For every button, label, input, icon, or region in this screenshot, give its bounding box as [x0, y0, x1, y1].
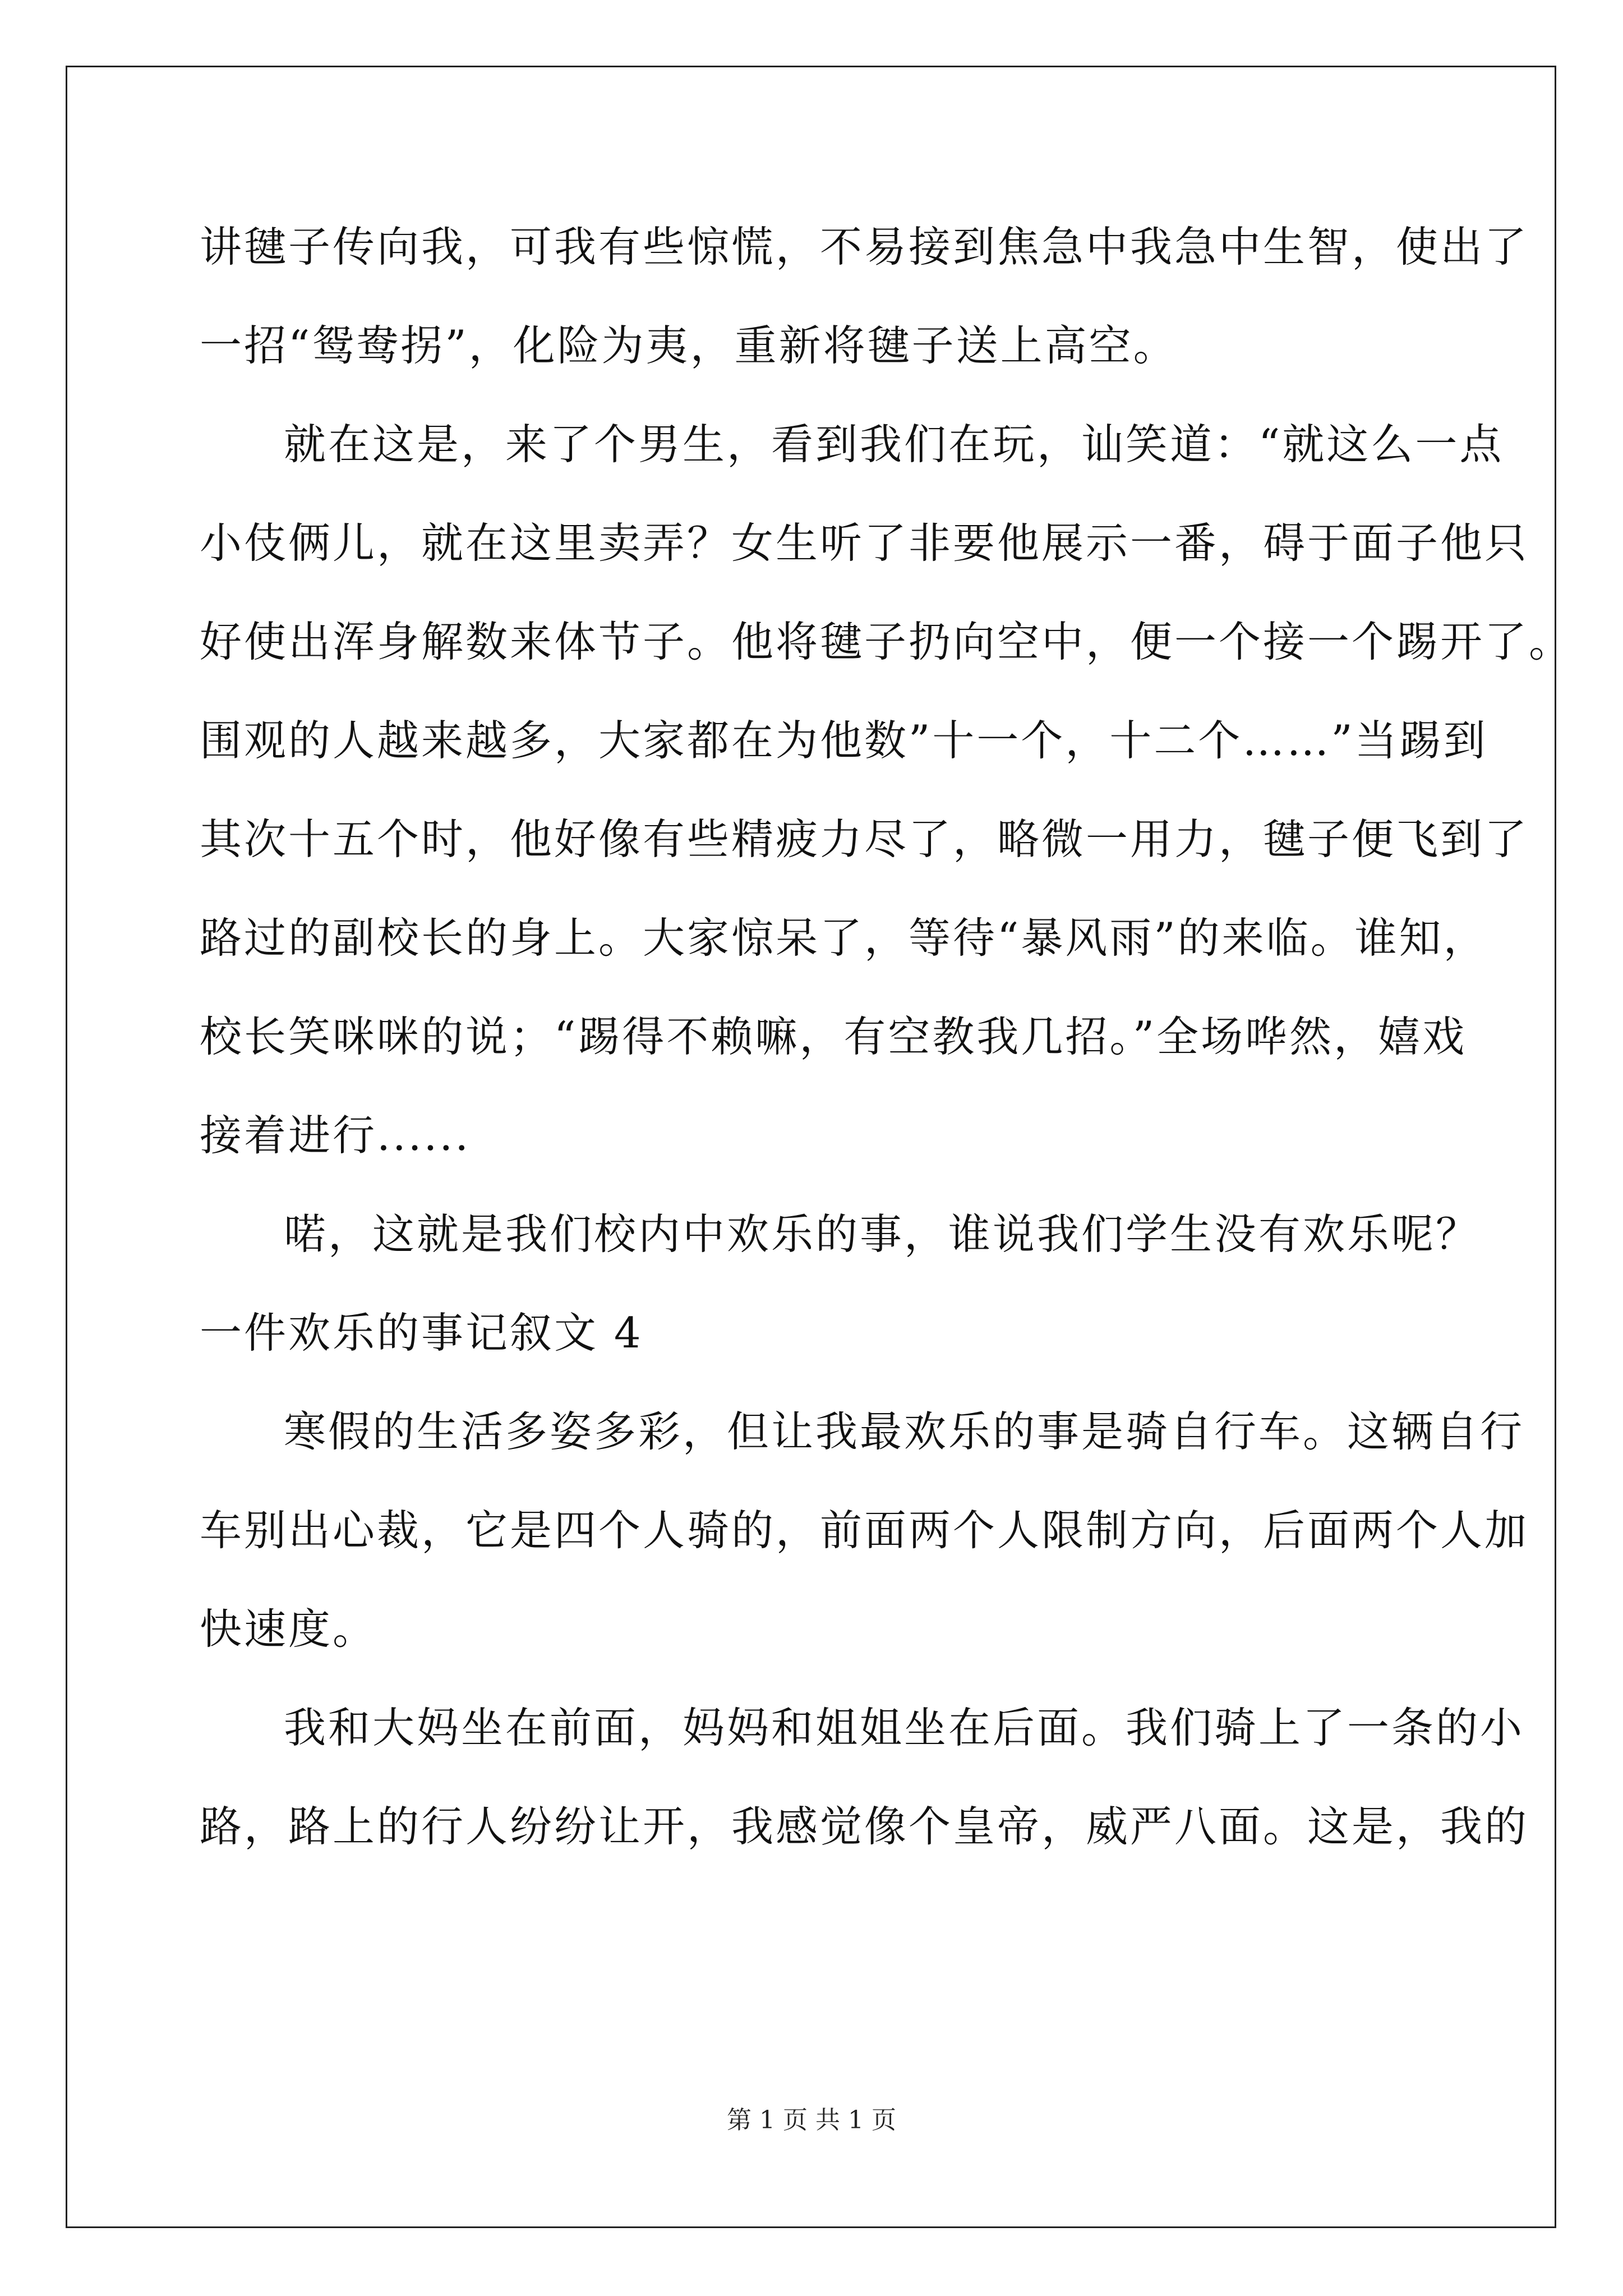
paragraph-line: 围观的人越来越多，大家都在为他数”十一个，十二个……”当踢到 — [200, 716, 1488, 765]
paragraph-line: 接着进行...... — [200, 1111, 471, 1160]
paragraph-line: 就在这是，来了个男生，看到我们在玩，讪笑道：“就这么一点 — [284, 420, 1504, 469]
paragraph-line: 我和大妈坐在前面，妈妈和姐姐坐在后面。我们骑上了一条的小 — [284, 1703, 1525, 1752]
paragraph-line: 寒假的生活多姿多彩，但让我最欢乐的事是骑自行车。这辆自行 — [284, 1407, 1525, 1456]
paragraph-line: 校长笑咪咪的说；“踢得不赖嘛，有空教我几招。”全场哗然，嬉戏 — [200, 1012, 1467, 1061]
page-number-footer: 第 1 页 共 1 页 — [727, 2106, 896, 2134]
section-heading: 一件欢乐的事记叙文 4 — [200, 1308, 643, 1358]
paragraph-line: 一招“鸳鸯拐”，化险为夷，重新将毽子送上高空。 — [200, 321, 1178, 370]
paragraph-line: 小伎俩儿，就在这里卖弄？女生听了非要他展示一番，碍于面子他只 — [200, 518, 1529, 568]
paragraph-line: 路过的副校长的身上。大家惊呆了，等待“暴风雨”的来临。谁知， — [200, 913, 1488, 963]
paragraph-line: 路，路上的行人纷纷让开，我感觉像个皇帝，威严八面。这是，我的 — [200, 1802, 1529, 1851]
paragraph-line: 喏，这就是我们校内中欢乐的事，谁说我们学生没有欢乐呢？ — [284, 1209, 1481, 1259]
paragraph-line: 好使出浑身解数来体节子。他将毽子扔向空中，便一个接一个踢开了。 — [200, 617, 1574, 666]
paragraph-line: 其次十五个时，他好像有些精疲力尽了，略微一用力，毽子便飞到了 — [200, 815, 1529, 864]
paragraph-line: 讲毽子传向我，可我有些惊慌，不易接到焦急中我急中生智，使出了 — [200, 222, 1529, 272]
paragraph-line: 快速度。 — [200, 1604, 377, 1654]
paragraph-line: 车别出心裁，它是四个人骑的，前面两个人限制方向，后面两个人加 — [200, 1506, 1529, 1555]
